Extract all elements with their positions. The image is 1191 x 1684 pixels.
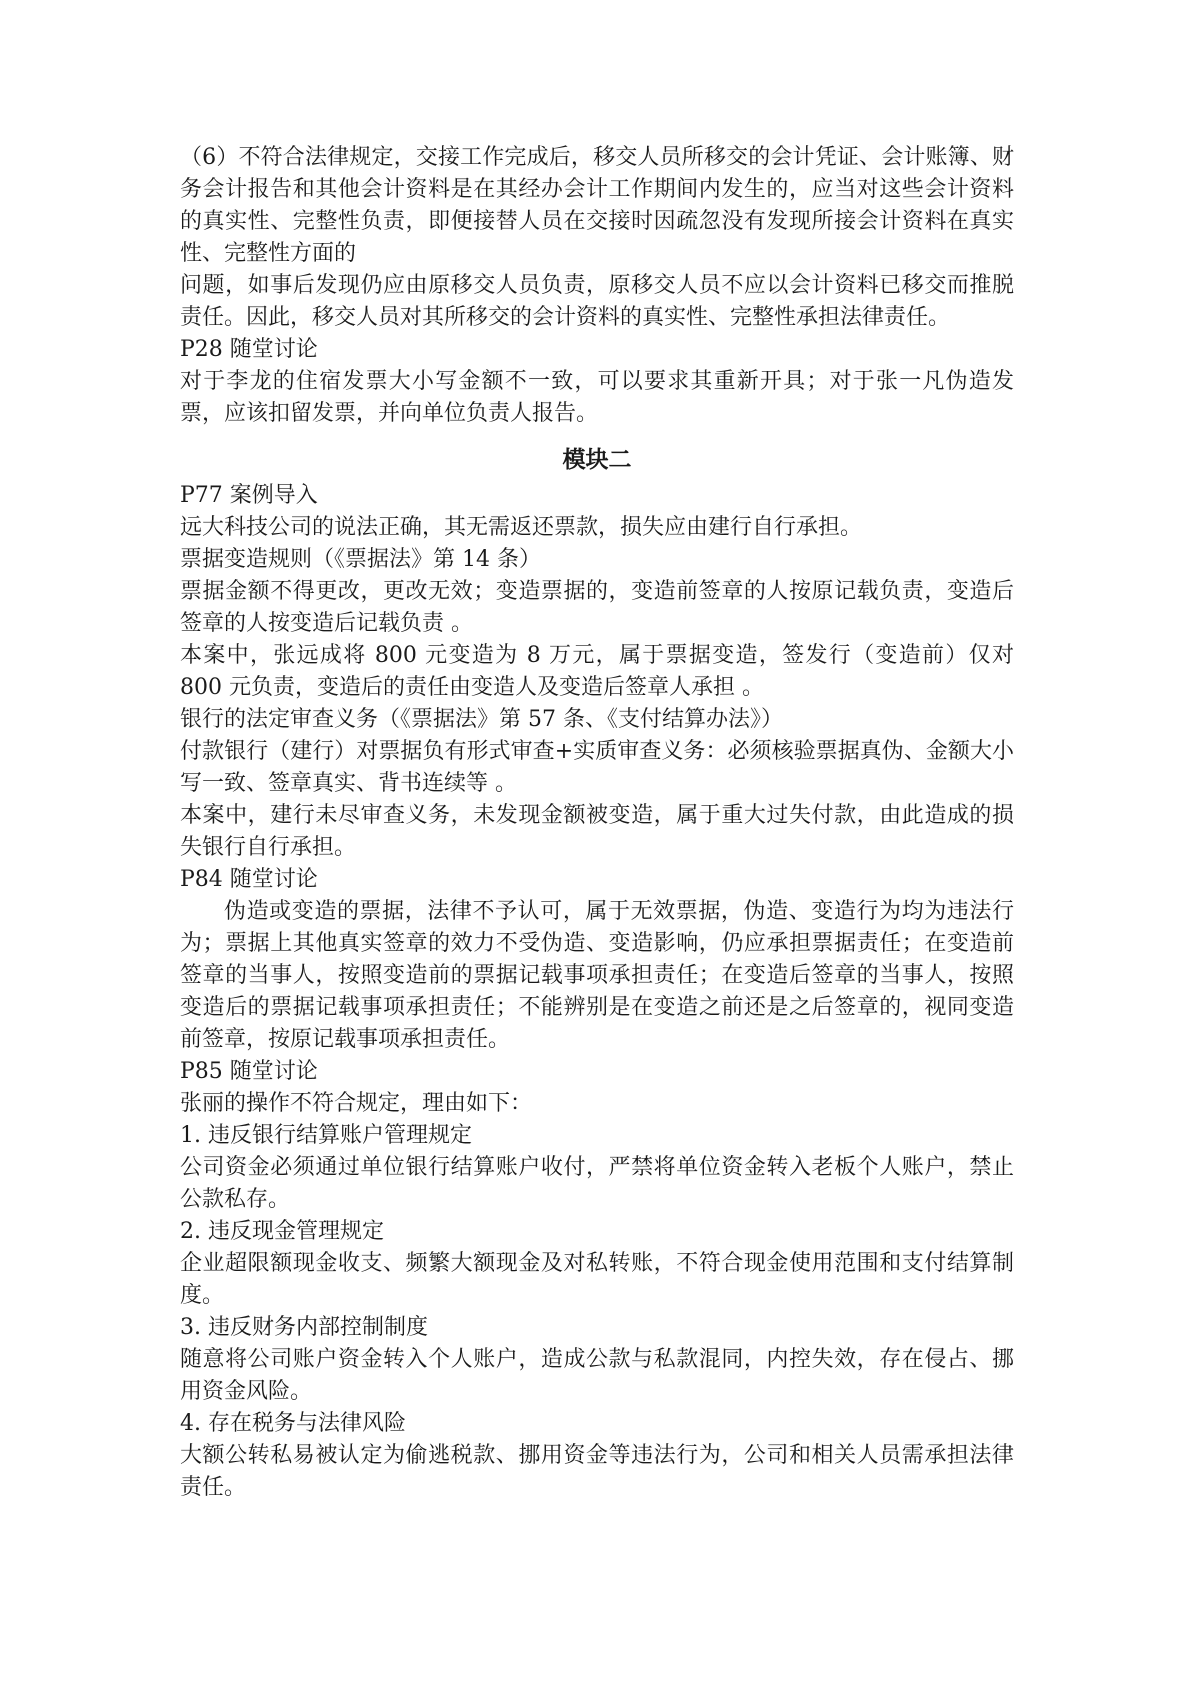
paragraph-p77-case-analysis: 本案中，张远成将 800 元变造为 8 万元，属于票据变造，签发行（变造前）仅对 800 元负责，变造后的责任由变造人及变造后签章人承担 。: [180, 643, 1014, 700]
list-item-text-1: 公司资金必须通过单位银行结算账户收付，严禁将单位资金转入老板个人账户，禁止公款私存。: [180, 1155, 1014, 1212]
list-item-title-2: 2. 违反现金管理规定: [180, 1219, 384, 1244]
list-item-title-3: 3. 违反财务内部控制制度: [180, 1315, 428, 1340]
section-title-p77: P77 案例导入: [180, 483, 318, 508]
paragraph-p77-bank-duty-text: 付款银行（建行）对票据负有形式审查+实质审查义务：必须核验票据真伪、金额大小写一致、签章真实、背书连续等 。: [180, 739, 1014, 796]
paragraph-p84-answer: 伪造或变造的票据，法律不予认可，属于无效票据，伪造、变造行为均为违法行为；票据上其他真实签章的效力不受伪造、变造影响，仍应承担票据责任；在变造前签章的当事人，按照变造前的票据记载事项承担责任；在变造后签章的当事人，按照变造后的票据记载事项承担责任；不能辨别是在变造之前还是之后签章的，视同变造前签章，按原记载事项承担责任。: [180, 899, 1014, 1052]
paragraph-p28-answer: 对于李龙的住宿发票大小写金额不一致，可以要求其重新开具；对于张一凡伪造发票，应该扣留发票，并向单位负责人报告。: [180, 369, 1014, 426]
paragraph-p77-bank-conclusion: 本案中，建行未尽审查义务，未发现金额被变造，属于重大过失付款，由此造成的损失银行自行承担。: [180, 803, 1014, 860]
paragraph-p77-rule-text: 票据金额不得更改，更改无效；变造票据的，变造前签章的人按原记载负责，变造后签章的人按变造后记载负责 。: [180, 579, 1014, 636]
section-title-p84: P84 随堂讨论: [180, 867, 318, 892]
section-title-p28: P28 随堂讨论: [180, 337, 318, 362]
document-body: [180, 142, 1014, 1504]
list-item-title-4: 4. 存在税务与法律风险: [180, 1411, 406, 1436]
list-item-text-3: 随意将公司账户资金转入个人账户，造成公款与私款混同，内控失效，存在侵占、挪用资金风险。: [180, 1347, 1014, 1404]
paragraph-handover-responsibility-cont: 问题，如事后发现仍应由原移交人员负责，原移交人员不应以会计资料已移交而推脱责任。因此，移交人员对其所移交的会计资料的真实性、完整性承担法律责任。: [180, 273, 1014, 330]
paragraph-handover-responsibility: （6）不符合法律规定，交接工作完成后，移交人员所移交的会计凭证、会计账簿、财务会计报告和其他会计资料是在其经办会计工作期间内发生的，应当对这些会计资料的真实性、完整性负责，即便接替人员在交接时因疏忽没有发现所接会计资料在真实性、完整性方面的: [180, 145, 1014, 266]
list-item-text-2: 企业超限额现金收支、频繁大额现金及对私转账，不符合现金使用范围和支付结算制度。: [180, 1251, 1014, 1308]
module-heading: 模块二: [562, 447, 632, 473]
paragraph-p85-intro: 张丽的操作不符合规定，理由如下：: [180, 1091, 533, 1116]
paragraph-p77-bank-duty-title: 银行的法定审查义务（《票据法》第 57 条、《支付结算办法》）: [180, 707, 783, 732]
list-item-text-4: 大额公转私易被认定为偷逃税款、挪用资金等违法行为，公司和相关人员需承担法律责任。: [180, 1443, 1014, 1500]
section-title-p85: P85 随堂讨论: [180, 1059, 318, 1084]
paragraph-p77-conclusion: 远大科技公司的说法正确，其无需返还票款，损失应由建行自行承担。: [180, 515, 863, 540]
paragraph-p77-rule-title: 票据变造规则（《票据法》第 14 条）: [180, 547, 541, 572]
list-item-title-1: 1. 违反银行结算账户管理规定: [180, 1123, 472, 1148]
